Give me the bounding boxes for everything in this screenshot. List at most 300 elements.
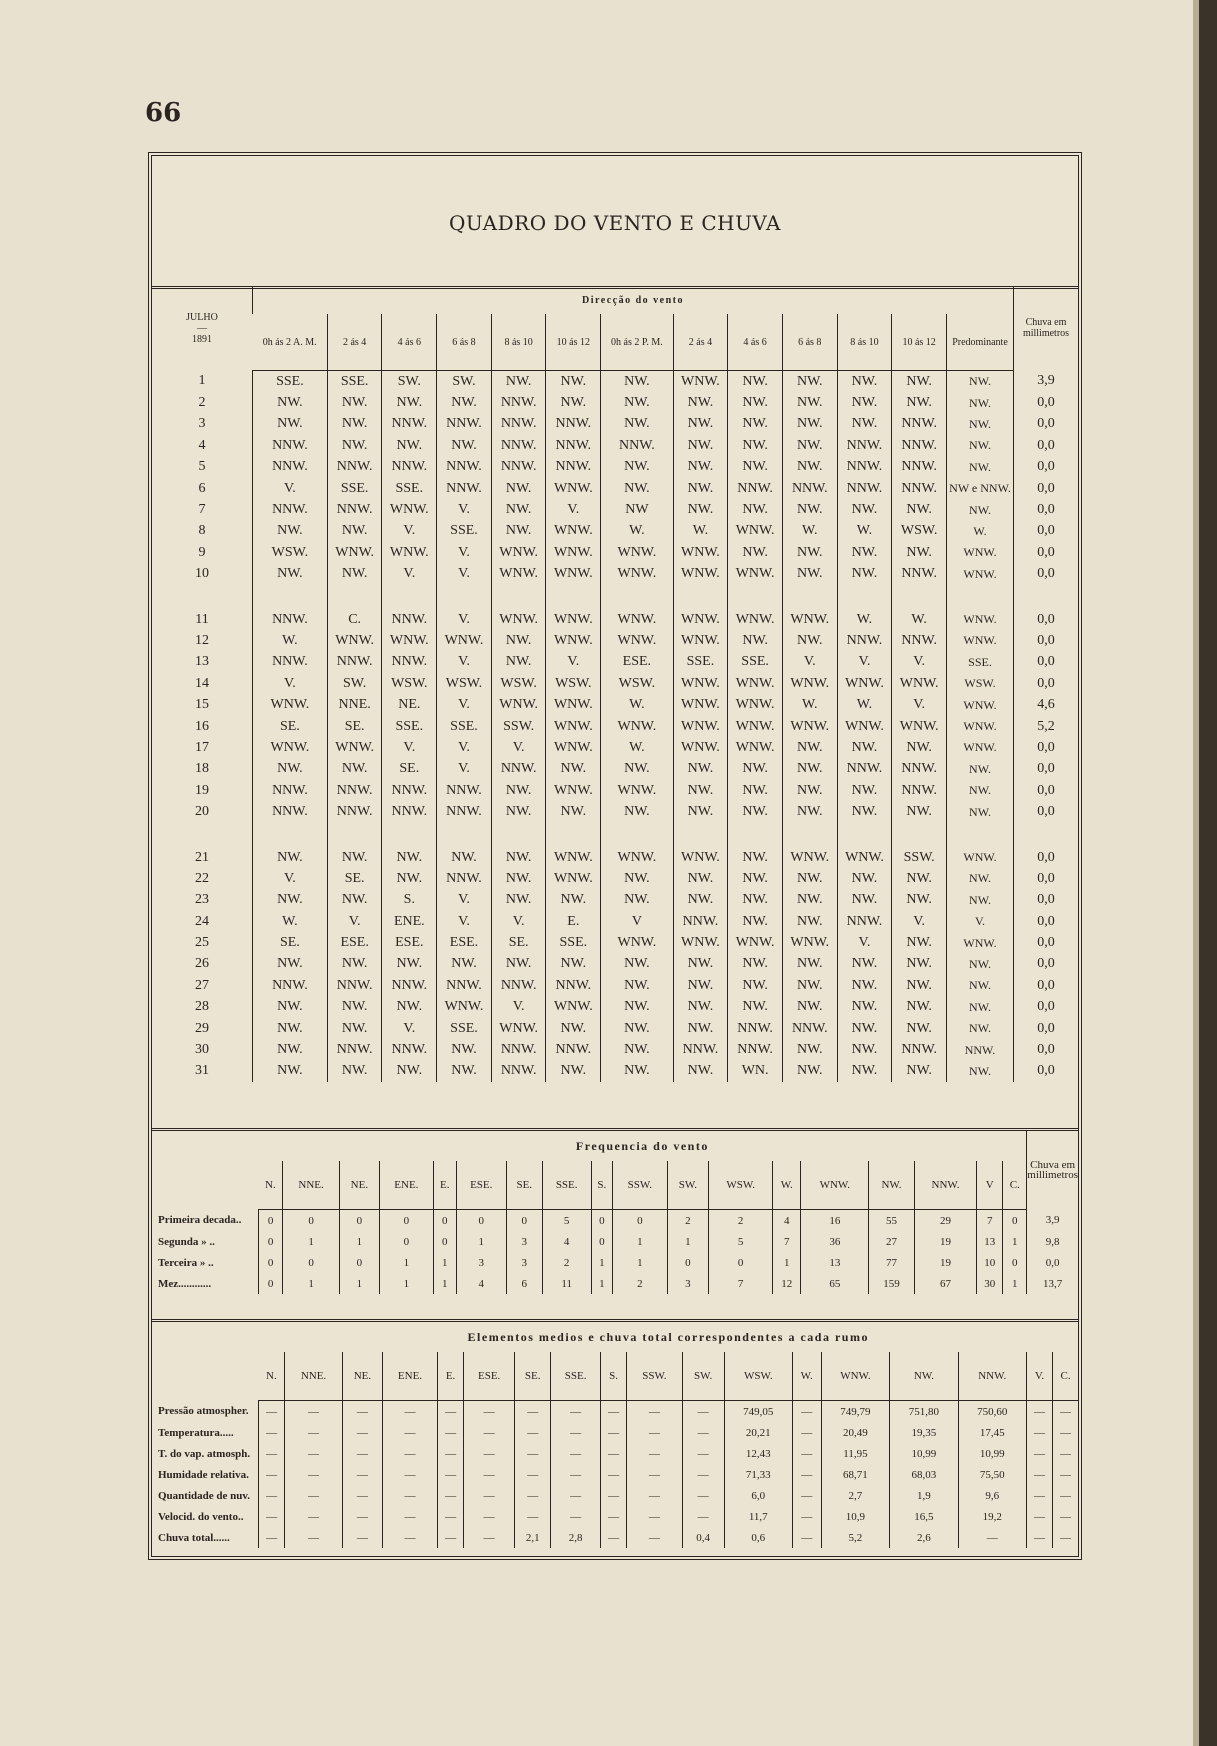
row-label: Primeira decada.. [158, 1214, 242, 1227]
wind-cell: NW. [837, 890, 892, 911]
row-label: Quantidade de nuv. [158, 1489, 251, 1502]
wind-direction-table [152, 286, 1078, 1082]
elements-cell: 2,1 [515, 1527, 551, 1548]
elements-cell: 10,9 [821, 1506, 890, 1527]
wind-cell: NNW. [892, 780, 947, 801]
wind-cell: NW. [892, 1018, 947, 1039]
wind-cell: WNW. [728, 716, 783, 737]
elements-cell: — [958, 1527, 1026, 1548]
wind-cell: V. [437, 890, 492, 911]
wind-cell: NW. [546, 801, 601, 822]
elements-cell: — [383, 1401, 438, 1423]
elements-cell: — [1026, 1401, 1052, 1423]
elements-cell: — [285, 1422, 343, 1443]
freq-col-header: SE. [506, 1161, 542, 1210]
rain-cell: 0,0 [1014, 630, 1079, 651]
elements-cell: — [464, 1443, 515, 1464]
freq-cell: 1 [591, 1273, 612, 1294]
elements-cell: — [342, 1422, 382, 1443]
elements-cell: 6,0 [724, 1485, 792, 1506]
elements-cell: 12,43 [724, 1443, 792, 1464]
wind-cell: NW. [782, 890, 837, 911]
wind-cell: WNW. [601, 716, 673, 737]
elements-cell: — [437, 1464, 463, 1485]
gap-cell [947, 585, 1014, 609]
freq-col-header: NNE. [283, 1161, 340, 1210]
wind-cell: NW. [491, 890, 546, 911]
wind-cell: WNW. [327, 737, 382, 758]
wind-cell: NW. [601, 371, 673, 393]
wind-cell: V. [437, 759, 492, 780]
wind-cell: SW. [437, 371, 492, 393]
elements-cell: 1,9 [890, 1485, 958, 1506]
wind-cell: WNW. [491, 564, 546, 585]
elements-cell: — [1026, 1485, 1052, 1506]
wind-cell: NNW. [837, 457, 892, 478]
elements-cell: — [464, 1422, 515, 1443]
table-row [152, 1273, 1078, 1294]
freq-cell: 1 [591, 1252, 612, 1273]
gap-cell [382, 585, 437, 609]
gap-cell [327, 585, 382, 609]
wind-cell: NW. [601, 890, 673, 911]
wind-cell: V. [253, 673, 328, 694]
freq-col-header: NE. [340, 1161, 380, 1210]
wind-cell: WNW. [673, 737, 728, 758]
elements-cell: 2,6 [890, 1527, 958, 1548]
freq-col-header: WSW. [709, 1161, 773, 1210]
wind-cell: WNW. [947, 737, 1014, 758]
elements-cell: — [437, 1527, 463, 1548]
wind-cell: NW. [837, 414, 892, 435]
wind-cell: NW. [947, 499, 1014, 520]
wind-cell: V. [892, 694, 947, 715]
wind-cell: NW. [837, 1039, 892, 1060]
freq-cell: 0 [456, 1210, 506, 1232]
elements-cell: — [383, 1527, 438, 1548]
wind-cell: V. [437, 694, 492, 715]
elements-cell: — [792, 1527, 821, 1548]
wind-cell: NW. [782, 435, 837, 456]
wind-col-header: 6 ás 8 [437, 314, 492, 371]
table-row [152, 1039, 1078, 1060]
wind-cell: WNW. [546, 542, 601, 563]
wind-cell: V. [437, 564, 492, 585]
rain-cell: 0,0 [1014, 801, 1079, 822]
wind-cell: NW. [947, 371, 1014, 393]
gap-cell [782, 585, 837, 609]
wind-cell: NW. [728, 630, 783, 651]
freq-cell: 1 [456, 1231, 506, 1252]
elements-cell: — [464, 1506, 515, 1527]
elements-cell: 11,95 [821, 1443, 890, 1464]
wind-col-header: 10 ás 12 [892, 314, 947, 371]
wind-cell: NW. [892, 371, 947, 393]
wind-cell: V. [491, 911, 546, 932]
table-row [152, 1401, 1078, 1423]
wind-cell: V. [253, 478, 328, 499]
wind-cell: NW. [673, 1018, 728, 1039]
wind-col-header: 4 ás 6 [728, 314, 783, 371]
elements-cell: — [682, 1464, 724, 1485]
wind-cell: W. [947, 521, 1014, 542]
day-cell: 16 [195, 718, 209, 734]
wind-cell: ESE. [437, 932, 492, 953]
wind-cell: ENE. [382, 911, 437, 932]
table-row [152, 975, 1078, 996]
wind-col-header: 8 ás 10 [837, 314, 892, 371]
wind-cell: WNW. [546, 630, 601, 651]
rain-cell: 0,0 [1014, 609, 1079, 630]
wind-cell: NW. [782, 371, 837, 393]
wind-col-header: 6 ás 8 [782, 314, 837, 371]
wind-cell: NW. [491, 521, 546, 542]
freq-col-header: SSW. [612, 1161, 667, 1210]
wind-cell: NW. [892, 737, 947, 758]
wind-cell: NW. [837, 801, 892, 822]
wind-cell: WNW. [382, 630, 437, 651]
elements-cell: 68,71 [821, 1464, 890, 1485]
rain-cell: 9,8 [1027, 1231, 1078, 1252]
wind-cell: V. [491, 737, 546, 758]
elements-col-header: W. [792, 1352, 821, 1401]
wind-cell: WNW. [673, 932, 728, 953]
elements-cell: — [464, 1527, 515, 1548]
elements-cell: 10,99 [958, 1443, 1026, 1464]
day-cell: 2 [198, 395, 206, 411]
wind-cell: WNW. [782, 932, 837, 953]
wind-cell: WNW. [673, 564, 728, 585]
freq-col-header: E. [433, 1161, 456, 1210]
freq-cell: 4 [773, 1210, 801, 1232]
wind-cell: NW. [837, 371, 892, 393]
wind-cell: WNW. [728, 609, 783, 630]
wind-cell: NW. [892, 801, 947, 822]
wind-cell: NNW. [491, 759, 546, 780]
wind-cell: NNW. [892, 630, 947, 651]
wind-cell: WNW. [837, 673, 892, 694]
rain-cell: 0,0 [1014, 932, 1079, 953]
table-row [152, 737, 1078, 758]
table-row [152, 847, 1078, 868]
wind-cell: SSE. [728, 652, 783, 673]
wind-cell: WNW. [947, 630, 1014, 651]
wind-cell: W. [782, 521, 837, 542]
elements-cell: 68,03 [890, 1464, 958, 1485]
wind-cell: W. [253, 630, 328, 651]
day-cell: 12 [195, 632, 209, 648]
wind-cell: NNW. [327, 652, 382, 673]
freq-cell: 3 [456, 1252, 506, 1273]
wind-cell: NW. [546, 1018, 601, 1039]
wind-cell: SE. [253, 716, 328, 737]
wind-cell: WNW. [327, 630, 382, 651]
day-cell: 23 [195, 892, 209, 908]
wind-cell: WNW. [546, 478, 601, 499]
gap-cell [673, 585, 728, 609]
wind-frequency-table [152, 1128, 1078, 1294]
elements-col-header: SE. [515, 1352, 551, 1401]
wind-cell: NW. [782, 542, 837, 563]
elements-cell: — [627, 1401, 682, 1423]
elements-cell: — [285, 1506, 343, 1527]
wind-cell: NW. [673, 890, 728, 911]
wind-cell: NNW. [892, 759, 947, 780]
table-row [152, 932, 1078, 953]
wind-cell: WSW. [601, 673, 673, 694]
wind-cell: NW. [491, 780, 546, 801]
elements-cell: — [682, 1443, 724, 1464]
day-cell: 18 [195, 761, 209, 777]
wind-cell: NNW. [491, 1061, 546, 1082]
elements-cell: — [792, 1464, 821, 1485]
rain-cell: 0,0 [1014, 890, 1079, 911]
wind-cell: NNW. [491, 975, 546, 996]
wind-cell: NW. [382, 847, 437, 868]
gap-cell [837, 585, 892, 609]
wind-cell: V. [837, 932, 892, 953]
elements-cell: — [342, 1401, 382, 1423]
gap-cell [892, 823, 947, 847]
wind-cell: NNW. [327, 499, 382, 520]
day-cell: 20 [195, 804, 209, 820]
wind-cell: NW. [253, 997, 328, 1018]
rain-cell: 0,0 [1014, 499, 1079, 520]
wind-cell: NW. [601, 801, 673, 822]
elements-cell: — [285, 1527, 343, 1548]
day-cell: 6 [198, 480, 206, 496]
wind-cell: NW. [673, 478, 728, 499]
elements-cell: — [1026, 1422, 1052, 1443]
elements-cell: — [600, 1401, 626, 1423]
wind-cell: WNW. [673, 542, 728, 563]
elements-cell: — [515, 1401, 551, 1423]
elements-cell: — [342, 1485, 382, 1506]
wind-cell: NW. [782, 737, 837, 758]
wind-cell: SSE. [253, 371, 328, 393]
wind-cell: WNW. [728, 564, 783, 585]
table-row [152, 630, 1078, 651]
wind-cell: WNW. [437, 997, 492, 1018]
wind-cell: NW. [728, 780, 783, 801]
gap-cell [437, 585, 492, 609]
wind-cell: WNW. [601, 630, 673, 651]
wind-cell: NW. [728, 890, 783, 911]
elements-col-header: C. [1053, 1352, 1078, 1401]
wind-col-header: 0h ás 2 A. M. [253, 314, 328, 371]
day-cell: 1 [198, 373, 206, 389]
elements-cell: — [259, 1527, 285, 1548]
rain-cell: 4,6 [1014, 694, 1079, 715]
wind-cell: NNW. [491, 414, 546, 435]
wind-cell: NW. [546, 392, 601, 413]
wind-cell: NW. [947, 457, 1014, 478]
wind-cell: NW. [673, 997, 728, 1018]
rain-cell: 0,0 [1014, 542, 1079, 563]
elements-cell: — [600, 1443, 626, 1464]
rain-cell: 0,0 [1014, 997, 1079, 1018]
wind-cell: NW. [253, 1039, 328, 1060]
wind-cell: NW. [947, 759, 1014, 780]
wind-cell: SW. [382, 371, 437, 393]
elements-cell: — [285, 1464, 343, 1485]
elements-col-header: NNE. [285, 1352, 343, 1401]
gap-cell [382, 823, 437, 847]
freq-col-header: SSE. [542, 1161, 591, 1210]
table-row [152, 478, 1078, 499]
elements-col-header: N. [259, 1352, 285, 1401]
freq-cell: 2 [542, 1252, 591, 1273]
wind-cell: V. [947, 911, 1014, 932]
day-cell: 17 [195, 739, 209, 755]
wind-cell: V. [437, 542, 492, 563]
wind-cell: WNW. [782, 609, 837, 630]
wind-cell: V. [837, 652, 892, 673]
freq-cell: 19 [914, 1231, 977, 1252]
freq-cell: 55 [869, 1210, 914, 1232]
wind-cell: NNW. [892, 564, 947, 585]
wind-cell: WNW. [601, 847, 673, 868]
elements-cell: — [600, 1485, 626, 1506]
wind-cell: NNW. [892, 1039, 947, 1060]
freq-cell: 0 [283, 1252, 340, 1273]
wind-cell: NW. [892, 542, 947, 563]
gap-cell [673, 823, 728, 847]
elements-cell: — [515, 1464, 551, 1485]
table-row [152, 911, 1078, 932]
freq-cell: 0 [283, 1210, 340, 1232]
wind-cell: WNW. [491, 694, 546, 715]
wind-cell: WNW. [782, 673, 837, 694]
wind-cell: ESE. [601, 652, 673, 673]
elements-cell: — [627, 1443, 682, 1464]
elements-cell: — [792, 1443, 821, 1464]
row-label: T. do vap. atmosph. [158, 1447, 251, 1460]
elements-cell: — [792, 1485, 821, 1506]
wind-cell: NNW. [382, 457, 437, 478]
freq-cell: 3 [506, 1252, 542, 1273]
wind-cell: NW. [382, 868, 437, 889]
wind-cell: NNW. [728, 1039, 783, 1060]
rain-cell: 0,0 [1014, 478, 1079, 499]
wind-cell: NW. [601, 478, 673, 499]
wind-cell: NW. [892, 1061, 947, 1082]
freq-cell: 13 [977, 1231, 1003, 1252]
wind-cell: NW. [601, 759, 673, 780]
gap-cell [601, 823, 673, 847]
elements-col-header: S. [600, 1352, 626, 1401]
elements-cell: — [515, 1422, 551, 1443]
elements-cell: — [1053, 1464, 1078, 1485]
wind-cell: NNW. [327, 801, 382, 822]
wind-cell: NW. [947, 997, 1014, 1018]
wind-cell: V. [327, 911, 382, 932]
wind-cell: NNW. [892, 414, 947, 435]
table-row [152, 1464, 1078, 1485]
wind-cell: WNW. [728, 932, 783, 953]
elements-cell: — [1053, 1527, 1078, 1548]
day-cell: 8 [198, 523, 206, 539]
wind-cell: NW. [782, 868, 837, 889]
rain-cell: 0,0 [1027, 1252, 1078, 1273]
wind-cell: NW. [947, 1061, 1014, 1082]
wind-cell: NW [601, 499, 673, 520]
table-row [152, 1210, 1078, 1232]
table-row [152, 1252, 1078, 1273]
wind-col-header: 0h ás 2 P. M. [601, 314, 673, 371]
freq-cell: 0 [379, 1231, 433, 1252]
elements-cell: — [437, 1401, 463, 1423]
wind-cell: NNW. [253, 435, 328, 456]
wind-cell: NNW. [673, 1039, 728, 1060]
wind-cell: W. [673, 521, 728, 542]
rain-cell: 5,2 [1014, 716, 1079, 737]
wind-cell: NW. [837, 1061, 892, 1082]
wind-cell: NW. [491, 499, 546, 520]
wind-cell: NW. [892, 392, 947, 413]
freq-col-header: N. [259, 1161, 283, 1210]
freq-cell: 1 [1003, 1273, 1027, 1294]
wind-cell: E. [546, 911, 601, 932]
wind-cell: NW. [782, 1039, 837, 1060]
elements-col-header: V. [1026, 1352, 1052, 1401]
freq-cell: 0 [591, 1231, 612, 1252]
table-row [152, 1231, 1078, 1252]
elements-cell: — [627, 1485, 682, 1506]
elements-cell: — [1053, 1506, 1078, 1527]
wind-cell: WNW. [546, 997, 601, 1018]
wind-cell: SSE. [327, 371, 382, 393]
wind-cell: NW. [546, 954, 601, 975]
wind-cell: SE. [382, 759, 437, 780]
freq-cell: 1 [283, 1273, 340, 1294]
freq-col-header: ENE. [379, 1161, 433, 1210]
freq-cell: 0 [259, 1252, 283, 1273]
wind-cell: NNW. [327, 457, 382, 478]
wind-group-header: Direcção do vento [253, 286, 1014, 314]
elements-cell: 0,4 [682, 1527, 724, 1548]
wind-cell: NW. [382, 1061, 437, 1082]
wind-cell: NW. [327, 954, 382, 975]
elements-col-header: WSW. [724, 1352, 792, 1401]
wind-cell: NW. [782, 414, 837, 435]
wind-cell: NW. [327, 997, 382, 1018]
wind-cell: NW. [327, 1018, 382, 1039]
table-row [152, 521, 1078, 542]
wind-cell: NW. [327, 847, 382, 868]
wind-cell: NW. [601, 392, 673, 413]
wind-cell: WSW. [892, 521, 947, 542]
wind-cell: NW. [728, 868, 783, 889]
wind-cell: NW. [728, 997, 783, 1018]
freq-cell: 1 [433, 1273, 456, 1294]
elements-cell: — [437, 1506, 463, 1527]
wind-cell: V. [491, 997, 546, 1018]
wind-cell: NW. [253, 392, 328, 413]
freq-cell: 0 [506, 1210, 542, 1232]
gap-cell [728, 585, 783, 609]
elements-cell: 749,05 [724, 1401, 792, 1423]
wind-cell: WNW. [601, 932, 673, 953]
gap-cell [892, 585, 947, 609]
rain-cell: 0,0 [1014, 564, 1079, 585]
rain-cell: 0,0 [1014, 868, 1079, 889]
wind-cell: SE. [327, 868, 382, 889]
elements-cell: 0,6 [724, 1527, 792, 1548]
wind-cell: NW. [837, 392, 892, 413]
wind-cell: NNW. [382, 780, 437, 801]
wind-cell: WNW. [491, 1018, 546, 1039]
